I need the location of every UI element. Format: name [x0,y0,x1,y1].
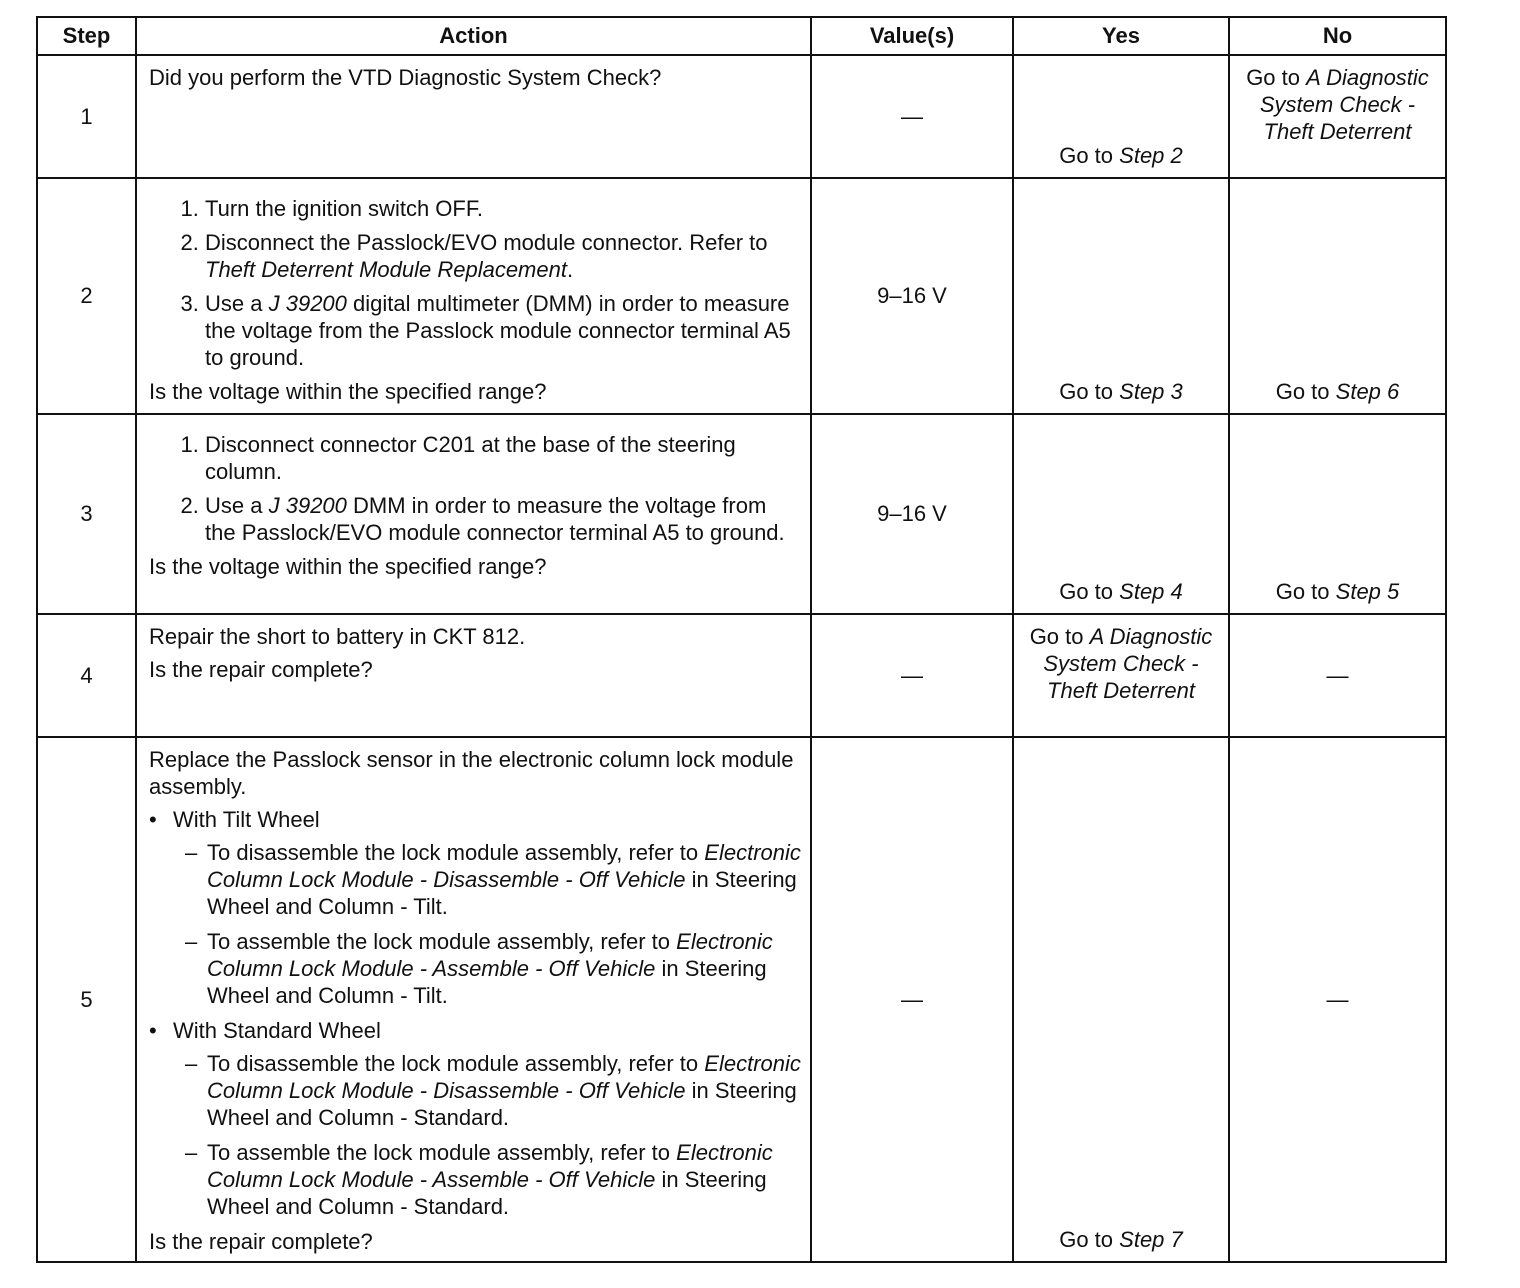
action-cell [136,614,811,737]
goto-label: Go to [1059,579,1114,604]
sub-procedure-item: – To assemble the lock module assembly, refer to Electronic Column Lock Module - Assemble - Off Vehicle in Steering Wheel and Column - Standard. [207,1139,802,1220]
header-no: No [1229,17,1446,55]
yes-reference[interactable]: Step 3 [1119,379,1183,404]
procedure-list [149,195,802,371]
procedure-reference[interactable]: Theft Deterrent Module Replacement [205,257,567,282]
procedure-list [149,431,802,546]
procedure-reference[interactable]: Electronic Column Lock Module - Disassemble - Off Vehicle [207,840,801,892]
no-cell: — [1229,737,1446,1262]
tool-reference: J 39200 [268,291,347,316]
value-cell: — [811,55,1013,178]
yes-reference[interactable]: Step 7 [1119,1227,1183,1252]
table-row-step-1 [37,55,1446,178]
value-cell: — [811,614,1013,737]
goto-label: Go to [1275,379,1330,404]
step-number: 2 [37,178,136,414]
no-cell[interactable] [1229,55,1446,178]
step-number: 3 [37,414,136,614]
procedure-item: 1. Disconnect connector C201 at the base of the steering column. [205,431,802,485]
procedure-item: 2. Use a J 39200 DMM in order to measure the voltage from the Passlock/EVO module connector terminal A5 to ground. [205,492,802,546]
goto-label: Go to [1275,579,1330,604]
goto-label: Go to [1059,1227,1114,1252]
header-step: Step [37,17,136,55]
no-cell: — [1229,614,1446,737]
no-cell[interactable] [1229,414,1446,614]
no-reference[interactable]: Step 6 [1335,379,1400,404]
yes-cell[interactable] [1013,614,1229,737]
value-cell: — [811,737,1013,1262]
action-instruction: Replace the Passlock sensor in the electronic column lock module assembly. [149,747,794,799]
yes-reference[interactable]: Step 2 [1119,143,1183,168]
sub-procedure-item: – To disassemble the lock module assembly, refer to Electronic Column Lock Module - Disassemble - Off Vehicle in Steering Wheel and Column - Standard. [207,1050,802,1131]
goto-label: Go to [1059,379,1114,404]
procedure-reference[interactable]: Electronic Column Lock Module - Disassemble - Off Vehicle [207,1051,801,1103]
action-question: Is the voltage within the specified range? [149,379,547,404]
sub-procedure-list [173,1050,802,1220]
no-reference[interactable]: Step 5 [1335,579,1400,604]
action-question: Did you perform the VTD Diagnostic System Check? [149,65,662,90]
goto-label: Go to [1246,65,1300,90]
diagnostic-table [36,16,1447,1263]
action-cell [136,737,811,1262]
header-action: Action [136,17,811,55]
option-standard-wheel [173,1017,802,1220]
tool-reference: J 39200 [268,493,347,518]
table-row-step-4 [37,614,1446,737]
header-row [37,17,1446,55]
procedure-item: 2. Disconnect the Passlock/EVO module connector. Refer to Theft Deterrent Module Replacement. [205,229,802,283]
sub-procedure-list [173,839,802,1009]
step-number: 4 [37,614,136,737]
sub-procedure-item: – To disassemble the lock module assembly, refer to Electronic Column Lock Module - Disassemble - Off Vehicle in Steering Wheel and Column - Tilt. [207,839,802,920]
action-cell [136,414,811,614]
table-row-step-5 [37,737,1446,1262]
yes-cell[interactable] [1013,414,1229,614]
action-instruction: Repair the short to battery in CKT 812. [149,624,526,649]
goto-label: Go to [1029,624,1084,649]
sub-procedure-item: – To assemble the lock module assembly, refer to Electronic Column Lock Module - Assemble - Off Vehicle in Steering Wheel and Column - Tilt. [207,928,802,1009]
value-cell: 9–16 V [811,178,1013,414]
action-cell [136,178,811,414]
yes-reference[interactable]: Step 4 [1119,579,1183,604]
step-number: 1 [37,55,136,178]
header-values: Value(s) [811,17,1013,55]
yes-cell[interactable] [1013,55,1229,178]
option-label: • With Tilt Wheel [173,807,320,832]
step-number: 5 [37,737,136,1262]
option-list [149,806,802,1220]
procedure-reference[interactable]: Electronic Column Lock Module - Assemble - Off Vehicle [207,929,773,981]
action-question: Is the voltage within the specified range? [149,554,547,579]
header-yes: Yes [1013,17,1229,55]
action-question: Is the repair complete? [149,657,373,682]
yes-cell[interactable] [1013,737,1229,1262]
procedure-item: 1. Turn the ignition switch OFF. [205,195,802,222]
no-reference[interactable]: A Diagnostic System Check - Theft Deterrent [1259,65,1429,144]
procedure-reference[interactable]: Electronic Column Lock Module - Assemble - Off Vehicle [207,1140,773,1192]
table-row-step-3 [37,414,1446,614]
goto-label: Go to [1059,143,1114,168]
table-row-step-2 [37,178,1446,414]
option-label: • With Standard Wheel [173,1018,381,1043]
action-cell [136,55,811,178]
option-tilt-wheel [173,806,802,1009]
action-question: Is the repair complete? [149,1229,373,1254]
procedure-item: 3. Use a J 39200 digital multimeter (DMM) in order to measure the voltage from the Passlock module connector terminal A5 to ground. [205,290,802,371]
no-cell[interactable] [1229,178,1446,414]
value-cell: 9–16 V [811,414,1013,614]
yes-cell[interactable] [1013,178,1229,414]
yes-reference[interactable]: A Diagnostic System Check - Theft Deterrent [1043,624,1213,703]
